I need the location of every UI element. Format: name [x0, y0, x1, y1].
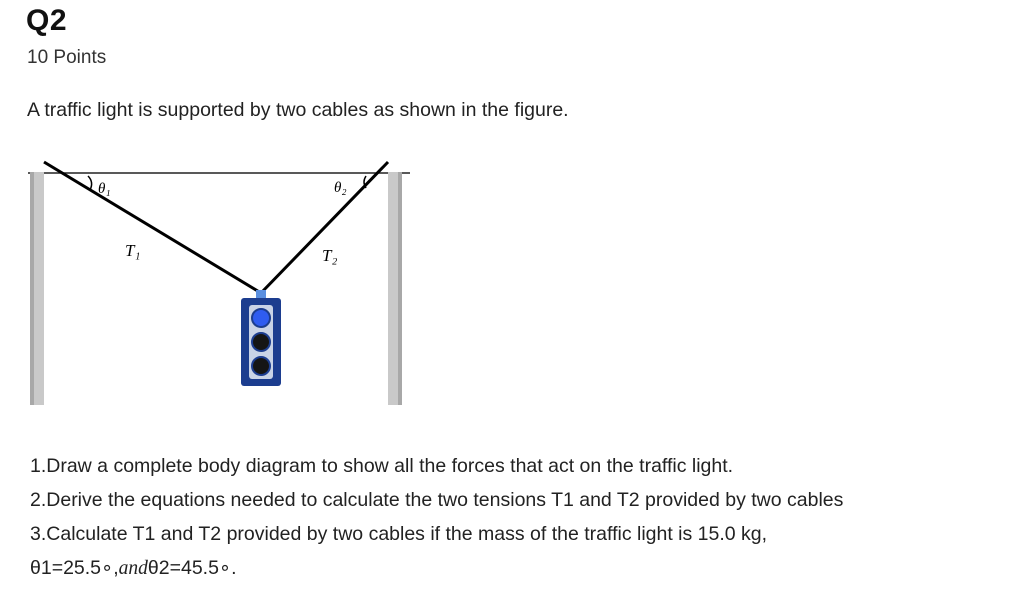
task-item-2: 2.Derive the equations needed to calculate the two tensions T1 and T2 provided by two cables [30, 489, 844, 511]
task-item-4 [30, 555, 843, 589]
theta2-value: θ2=45.5∘. [147, 557, 237, 579]
traffic-light-figure [28, 160, 410, 405]
question-intro: A traffic light is supported by two cables as shown in the figure. [27, 99, 569, 121]
and-word: and [118, 558, 148, 579]
T1-label: T₁ [125, 241, 141, 260]
task-item-1: 1.Draw a complete body diagram to show all the forces that act on the traffic light. [30, 455, 734, 477]
right-pole-shade [398, 172, 402, 405]
theta2-arc [364, 176, 366, 188]
left-pole-shade [30, 172, 34, 405]
traffic-light-top-lamp [252, 309, 270, 327]
task-list [30, 453, 843, 589]
traffic-light-middle-lamp [252, 333, 270, 351]
cable-left [44, 162, 261, 293]
question-title: Q2 [26, 4, 68, 37]
question-points: 10 Points [27, 47, 107, 68]
T2-label: T₂ [322, 246, 338, 265]
theta1-label: θ₁ [98, 181, 111, 197]
cable-right [261, 162, 388, 293]
theta1-value: θ1=25.5∘, [30, 557, 119, 579]
task-item-3: 3.Calculate T1 and T2 provided by two cables if the mass of the traffic light is 15.0 kg, [30, 523, 768, 545]
theta2-label: θ₂ [334, 180, 347, 196]
traffic-light-bottom-lamp [252, 357, 270, 375]
traffic-light-mount [256, 290, 266, 298]
